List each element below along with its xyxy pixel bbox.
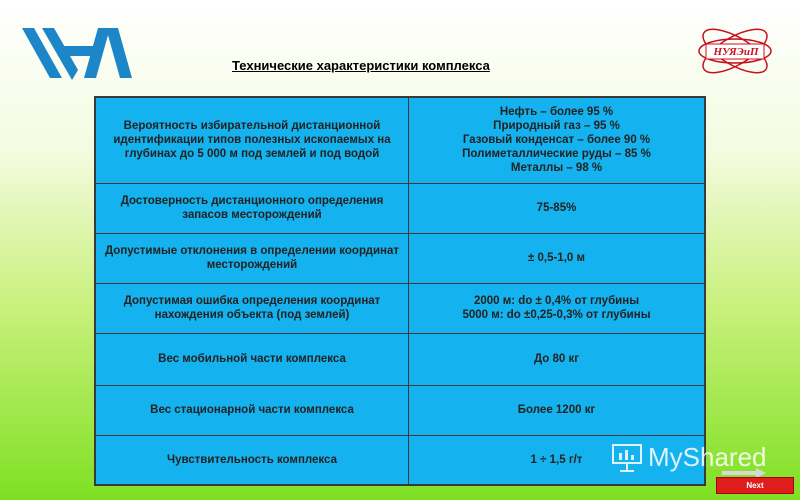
row-label: Вес стационарной части комплекса xyxy=(95,385,409,435)
row-value: 1 ÷ 1,5 г/т xyxy=(409,435,706,485)
value-line: Полиметаллические руды – 85 % xyxy=(462,148,651,161)
table-row xyxy=(95,97,705,183)
value-line: Природный газ – 95 % xyxy=(493,120,620,133)
row-value: 75-85% xyxy=(409,183,706,233)
presentation-icon xyxy=(610,441,644,473)
value-line: Газовый конденсат – более 90 % xyxy=(462,134,651,147)
next-button[interactable]: Next xyxy=(716,477,794,494)
row-label: Допустимые отклонения в определении координат месторождений xyxy=(95,233,409,283)
specs-table xyxy=(94,96,706,486)
row-label: Чувствительность комплекса xyxy=(95,435,409,485)
company-logo-left xyxy=(22,22,132,84)
table-row xyxy=(95,233,705,283)
table-row xyxy=(95,385,705,435)
page-title: Технические характеристики комплекса xyxy=(232,58,490,73)
row-value xyxy=(409,283,706,333)
row-label: Вес мобильной части комплекса xyxy=(95,333,409,385)
value-line: 5000 м: do ±0,25-0,3% от глубины xyxy=(462,309,651,321)
row-value: ± 0,5-1,0 м xyxy=(409,233,706,283)
logo-right-text: НУЯЭиП xyxy=(713,46,759,58)
row-label: Достоверность дистанционного определения запасов месторождений xyxy=(95,183,409,233)
row-value: Более 1200 кг xyxy=(409,385,706,435)
row-value xyxy=(409,97,706,183)
value-line: Металлы – 98 % xyxy=(510,162,603,175)
row-label: Вероятность избирательной дистанционной идентификации типов полезных ископаемых на глубинах до 5 000 м под землей и под водой xyxy=(95,97,409,183)
table-row xyxy=(95,283,705,333)
watermark-text: MyShared xyxy=(648,441,767,472)
table-row xyxy=(95,333,705,385)
row-label: Допустимая ошибка определения координат нахождения объекта (под землей) xyxy=(95,283,409,333)
value-line: Нефть – более 95 % xyxy=(499,106,614,119)
value-line: 2000 м: do ± 0,4% от глубины xyxy=(473,295,640,307)
table-row xyxy=(95,183,705,233)
row-value: До 80 кг xyxy=(409,333,706,385)
